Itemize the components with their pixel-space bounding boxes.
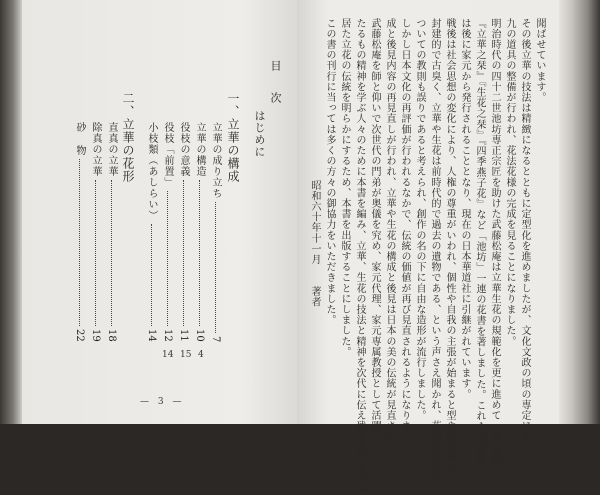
right-page-preface (297, 0, 559, 495)
leader-dots (199, 180, 200, 326)
leader-dots (79, 159, 80, 326)
toc-entry-page: 12 (162, 329, 173, 342)
left-page-toc (22, 0, 297, 424)
toc-heading: 目 次 (269, 60, 282, 107)
toc-entry-page: 7 (210, 335, 221, 342)
preface-line: その後立華の技法は精緻になるとともに定型化を進めましたが、文化文政の頃の専定に至って七 (519, 18, 530, 474)
toc-entry-label: 役枝の意義 (178, 122, 189, 177)
page-number-fragment: 4 (198, 350, 204, 360)
toc-entry[interactable] (106, 122, 116, 342)
toc-entry[interactable] (90, 122, 100, 342)
chapter2-title: 二、立華の花形 (121, 92, 135, 183)
preface-line: 『立華之栞』『生花之栞』『四季燕子花』など「池坊」一連の花書を著しました。これらの花書 (474, 18, 485, 464)
toc-entry[interactable] (194, 122, 204, 342)
page-number-fragment: 15 (180, 350, 192, 360)
bottom-shadow (0, 424, 600, 433)
toc-entry-label: 立華の成り立ち (210, 122, 221, 199)
toc-entry[interactable] (178, 122, 188, 342)
page-number-fragment: 14 (162, 350, 174, 360)
toc-entry-label: 小枝類（あしらい） (146, 122, 157, 221)
preface-line: ついての教則も誤りであると考えられ、創作の名の下に自由な造形が流行しました。 (414, 18, 425, 421)
leader-dots (183, 180, 184, 326)
toc-entry[interactable] (210, 122, 220, 342)
toc-entry-page: 11 (178, 329, 189, 342)
toc-entry-label: 直真の立華 (106, 122, 117, 177)
toc-entry-page: 10 (194, 329, 205, 342)
leader-dots (215, 202, 216, 333)
toc-entry-label: 砂 物 (74, 122, 85, 156)
toc-entry-label: 除真の立華 (90, 122, 101, 177)
toc-entry-label: 立華の構造 (194, 122, 205, 177)
preface-line: 明治時代の四十二世池坊専正宗匠を助けた武藤松庵は立華生花の規範化を更に進めて『花心庭』 (489, 18, 500, 474)
toc-entry-page: 19 (90, 329, 101, 342)
toc-entry[interactable] (162, 122, 172, 342)
preface-line: 武藤松庵を師と仰いで次世代の門弟が奥儀を究め、家元代理、家元専属教授として活躍、 (369, 18, 380, 442)
chapter1-title: 一、立華の構成 (226, 92, 240, 183)
toc-entry-page: 18 (106, 329, 117, 342)
preface-line: 戦後は社会思想の変化により、人権の尊重がいわれ、個性や自我の主張が始まると型や約束事は (444, 18, 455, 474)
preface-line: 聞ばせています。 (534, 18, 545, 103)
right-page-edges (559, 0, 600, 424)
preface-line: は後に家元から発行されることとなり、現在の日本華道社に引継がれています。 (459, 18, 470, 400)
leader-dots (111, 180, 112, 326)
toc-entry[interactable] (74, 122, 84, 342)
toc-entry-label: 役枝「前置」 (162, 122, 173, 188)
preface-line: 成と後見内容の再見直しが行われ、立華や生花の構成と後見は日本の美の伝統が見直され (384, 18, 395, 442)
leader-dots (95, 180, 96, 326)
preface-line: 封建的で古臭く、立華や生花は前時代的で過去の遺物である、という声さえ聞かれ、花形や役枝に (429, 18, 440, 485)
preface-signature: 昭和六十年十一月 著者 (309, 180, 320, 308)
preface-line: 九の道具の整備が行われ、花法花様の完成を見ることになりました。 (504, 18, 515, 347)
preface-line: しかし日本文化の再評価が行われるなかで、伝統の価値が再び見直されるようになりました。 (399, 18, 410, 464)
leader-dots (167, 191, 168, 326)
toc-entry-page: 14 (146, 329, 157, 342)
toc-intro: はじめに (253, 110, 266, 158)
leader-dots (151, 224, 152, 326)
toc-entry-page: 22 (74, 329, 85, 342)
left-page-edges (0, 0, 22, 424)
page-number: — 3 — (140, 397, 185, 407)
preface-line: 居た立花の伝統を明らかにするため、本書を出版することにしました。 (339, 18, 350, 358)
preface-line: この書の刊行に当っては多くの方々の御協力をいただきました。 (324, 18, 335, 326)
toc-entry[interactable] (146, 122, 156, 342)
preface-line: たるもの精神を学ぶ人々のために本書を編み、立華、生花の技法と精神を次代に伝え残す責任を思い (354, 18, 365, 495)
